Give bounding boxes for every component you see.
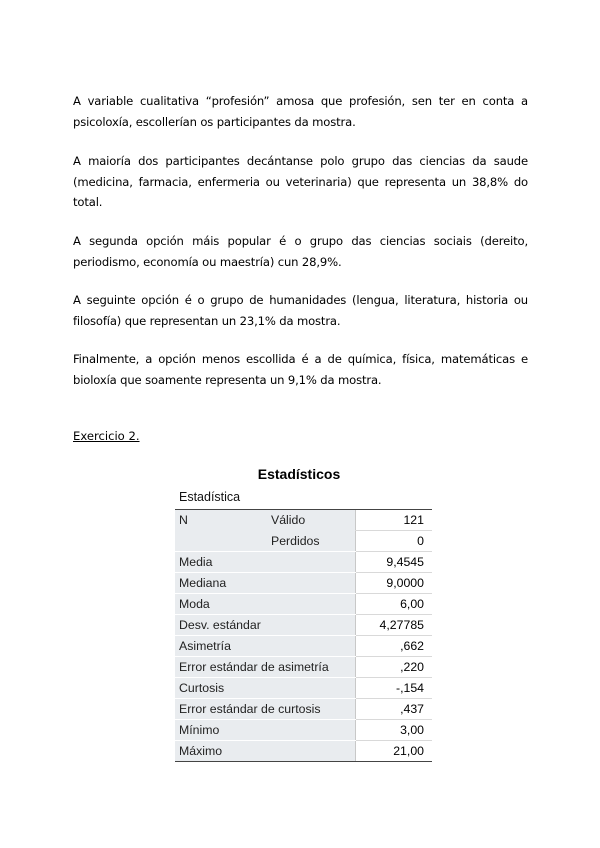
row-label: Media <box>175 552 356 573</box>
table-row <box>175 720 432 741</box>
row-value: 4,27785 <box>356 615 433 636</box>
row-label: Curtosis <box>175 678 356 699</box>
row-value: ,662 <box>356 636 433 657</box>
table-row <box>175 657 432 678</box>
table-row <box>175 678 432 699</box>
row-sublabel: Válido <box>267 510 356 531</box>
row-label: Error estándar de curtosis <box>175 699 356 720</box>
paragraph-sciences: Finalmente, a opción menos escollida é a de química, física, matemáticas e bioloxía que soamente representa un 9,1% da mostra. <box>73 352 528 387</box>
table-row <box>175 699 432 720</box>
row-label: Moda <box>175 594 356 615</box>
stats-table-caption: Estadística <box>179 490 241 504</box>
row-value: ,437 <box>356 699 433 720</box>
table-row <box>175 552 432 573</box>
table-row <box>175 510 432 531</box>
stats-table <box>175 509 432 762</box>
table-row <box>175 531 432 552</box>
table-row <box>175 741 432 762</box>
paragraph-humanities: A seguinte opción é o grupo de humanidades (lengua, literatura, historia ou filosofía) que representan un 23,1% da mostra. <box>73 293 528 328</box>
row-value: 0 <box>356 531 433 552</box>
row-sublabel: Perdidos <box>267 531 356 552</box>
row-value: 9,4545 <box>356 552 433 573</box>
row-value: 121 <box>356 510 433 531</box>
row-value: 6,00 <box>356 594 433 615</box>
row-label: Error estándar de asimetría <box>175 657 356 678</box>
row-label: Desv. estándar <box>175 615 356 636</box>
exercise-heading: Exercicio 2. <box>73 429 140 443</box>
row-label: Mínimo <box>175 720 356 741</box>
row-label: Máximo <box>175 741 356 762</box>
row-label-n: N <box>175 510 267 531</box>
table-row <box>175 573 432 594</box>
table-row <box>175 615 432 636</box>
row-value: 21,00 <box>356 741 433 762</box>
row-value: ,220 <box>356 657 433 678</box>
paragraph-social-sciences: A segunda opción máis popular é o grupo das ciencias sociais (dereito, periodismo, economía ou maestría) cun 28,9%. <box>73 234 528 269</box>
row-label-empty <box>175 531 267 552</box>
table-row <box>175 636 432 657</box>
paragraph-profession-intro: A variable cualitativa “profesión” amosa que profesión, sen ter en conta a psicoloxía, escollerían os participantes da mostra. <box>73 94 528 129</box>
row-label: Mediana <box>175 573 356 594</box>
row-label: Asimetría <box>175 636 356 657</box>
row-value: 9,0000 <box>356 573 433 594</box>
paragraph-health-sciences: A maioría dos participantes decántanse polo grupo das ciencias da saude (medicina, farmacia, enfermeria ou veterinaria) que representa un 38,8% do total. <box>73 154 528 209</box>
table-row <box>175 594 432 615</box>
stats-table-title: Estadísticos <box>257 466 341 482</box>
row-value: 3,00 <box>356 720 433 741</box>
row-value: -,154 <box>356 678 433 699</box>
